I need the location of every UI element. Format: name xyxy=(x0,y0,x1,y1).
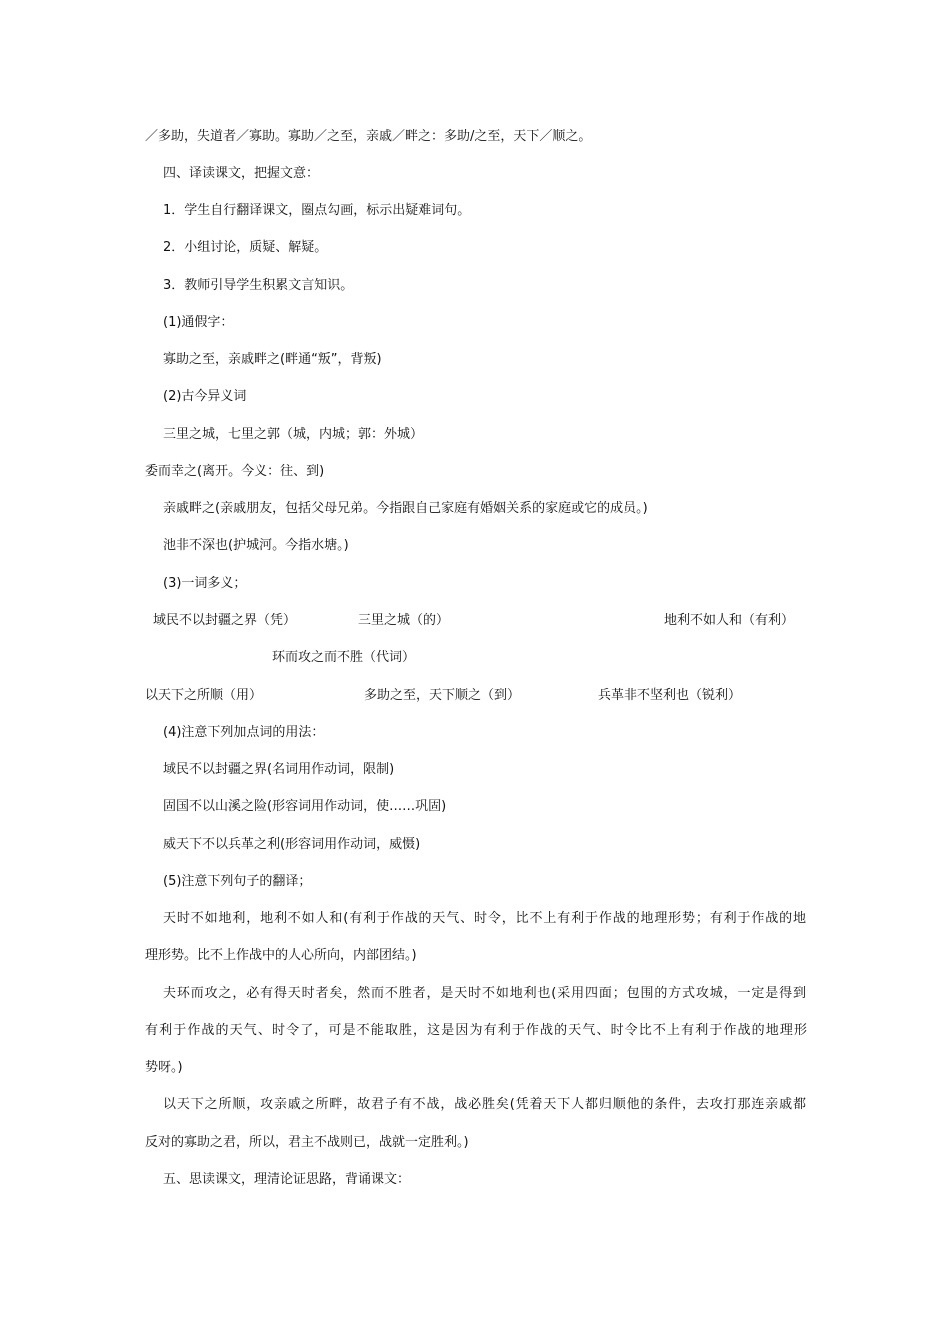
subheading: (3)一词多义； xyxy=(163,576,247,591)
list-item: 1．学生自行翻译课文，圈点勾画，标示出疑难词句。 xyxy=(163,203,471,218)
text-line: 有利于作战的天气、时令了，可是不能取胜，这是因为有利于作战的天气、时令比不上有利于作战的地理形 xyxy=(145,1023,807,1038)
text-line: 寡助之至，亲戚畔之(畔通“叛”，背叛) xyxy=(163,352,382,367)
polysemy-item: 三里之城（的） xyxy=(358,613,450,628)
list-item: 2．小组讨论，质疑、解疑。 xyxy=(163,240,328,255)
text-line: 威天下不以兵革之利(形容词用作动词，威慑) xyxy=(163,837,421,852)
text-line: 夫环而攻之，必有得天时者矣，然而不胜者，是天时不如地利也(采用四面；包围的方式攻城，一定是得到 xyxy=(163,986,806,1001)
subheading: (2)古今异义词 xyxy=(163,389,247,404)
text-line: 亲戚畔之(亲戚朋友，包括父母兄弟。今指跟自己家庭有婚姻关系的家庭或它的成员。) xyxy=(163,501,648,516)
text-line: 固国不以山溪之险(形容词用作动词，使……巩固) xyxy=(163,799,447,814)
polysemy-item: 域民不以封疆之界（凭） xyxy=(153,613,297,628)
subheading: (4)注意下列加点词的用法： xyxy=(163,725,325,740)
polysemy-item: 以天下之所顺（用） xyxy=(145,688,263,703)
list-item: 3．教师引导学生积累文言知识。 xyxy=(163,278,354,293)
text-line: 域民不以封疆之界(名词用作动词，限制) xyxy=(163,762,395,777)
text-line: 三里之城，七里之郭（城，内城；郭：外城） xyxy=(163,427,424,442)
polysemy-item: 多助之至，天下顺之（到） xyxy=(364,688,521,703)
text-line: 反对的寡助之君，所以，君主不战则已，战就一定胜利。) xyxy=(145,1135,469,1150)
section-heading: 五、思读课文，理清论证思路，背诵课文： xyxy=(163,1172,411,1187)
polysemy-item: 兵革非不坚利也（锐利） xyxy=(598,688,742,703)
polysemy-item: 环而攻之而不胜（代词） xyxy=(272,650,416,665)
section-heading: 四、译读课文，把握文意： xyxy=(163,166,320,181)
text-line: 天时不如地利，地利不如人和(有利于作战的天气、时令，比不上有利于作战的地理形势；有利于作战的地 xyxy=(163,911,806,926)
text-line: 池非不深也(护城河。今指水塘。) xyxy=(163,538,349,553)
subheading: (5)注意下列句子的翻译； xyxy=(163,874,312,889)
text-line: 势呀。) xyxy=(145,1060,183,1075)
subheading: (1)通假字： xyxy=(163,315,234,330)
text-line: 理形势。比不上作战中的人心所向，内部团结。) xyxy=(145,948,417,963)
text-line: ／多助，失道者／寡助。寡助／之至，亲戚／畔之：多助/之至，天下／顺之。 xyxy=(145,129,592,144)
text-line: 委而幸之(离开。今义：往、到) xyxy=(145,464,325,479)
polysemy-item: 地利不如人和（有利） xyxy=(664,613,795,628)
text-line: 以天下之所顺，攻亲戚之所畔，故君子有不战，战必胜矣(凭着天下人都归顺他的条件，去攻打那连亲戚都 xyxy=(163,1097,806,1112)
